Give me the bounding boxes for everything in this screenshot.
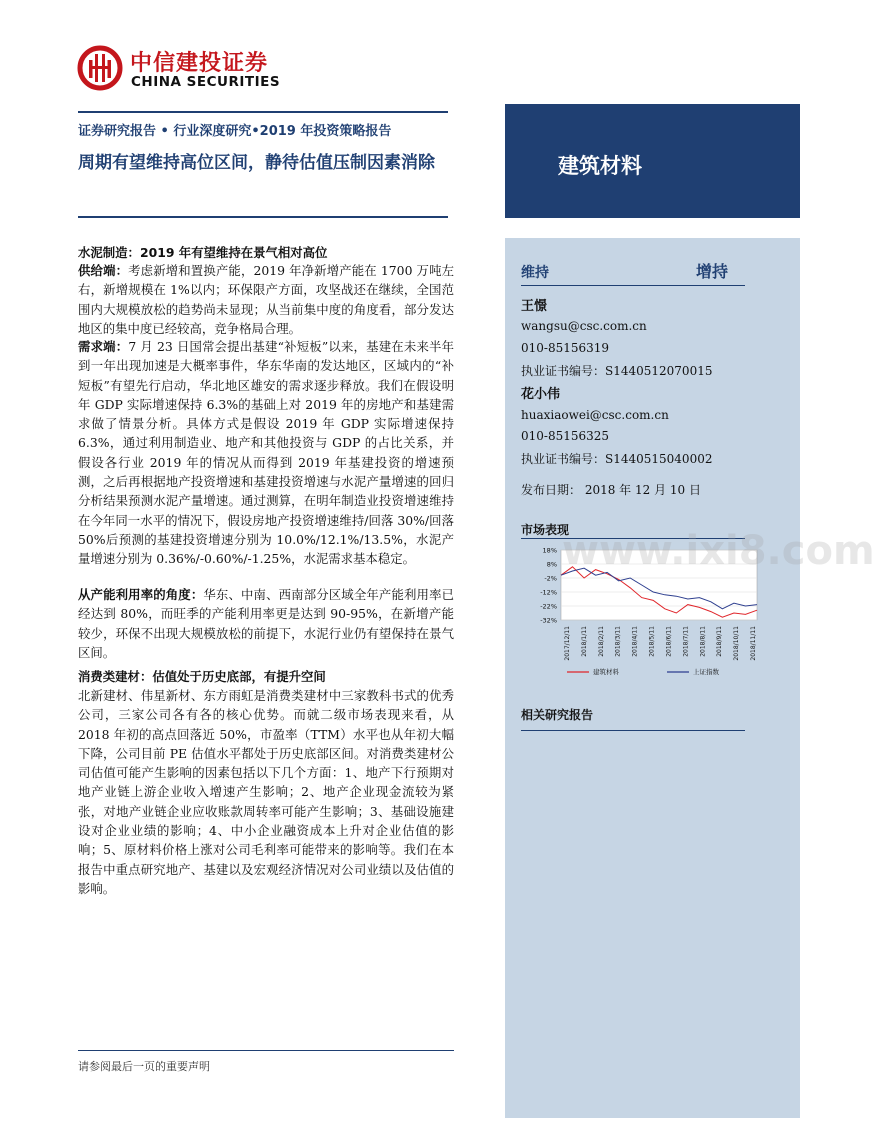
related-divider (521, 730, 745, 731)
publish-date: 发布日期： 2018 年 12 月 10 日 (521, 483, 701, 497)
chart-x-tick-label: 2018/3/11 (614, 626, 622, 657)
logo-text-en: CHINA SECURITIES (131, 74, 281, 90)
sector-name: 建筑材料 (558, 154, 642, 178)
report-title: 周期有望维持高位区间，静待估值压制因素消除 (78, 153, 435, 173)
company-logo (78, 44, 298, 94)
footer-disclaimer: 请参阅最后一页的重要声明 (78, 1060, 210, 1073)
chart-legend-label: 建筑材料 (593, 668, 619, 676)
demand-label: 需求端： (78, 339, 129, 354)
chart-y-ticks (540, 547, 557, 625)
supply-paragraph (78, 261, 454, 338)
title-divider (78, 216, 448, 218)
analyst-email[interactable]: huaxiaowei@csc.com.cn (521, 408, 669, 422)
sector-box (505, 104, 800, 218)
chart-x-tick-label: 2017/12/11 (564, 626, 571, 661)
cement-heading: 水泥制造：2019 年有望维持在景气相对高位 (78, 245, 328, 260)
demand-paragraph (78, 337, 454, 569)
chart-x-tick-label: 2018/2/11 (597, 626, 605, 657)
chart-y-tick-label: -32% (540, 616, 557, 625)
chart-legend (567, 667, 720, 676)
analyst-email[interactable]: wangsu@csc.com.cn (521, 319, 647, 333)
demand-text: 7 月 23 日国常会提出基建“补短板”以来，基建在未来半年到一年出现加速是大概率事件，华东华南的发达地区，区域内的“补短板”有望先行启动，华北地区雄安的需求逐步释放。我们在假设明年 GDP 实际增速保持 6.3%的基础上对 2019 年的房地产和基建需求做了情景分析。具体方式是假设 2019 年 GDP 实际增速保持 6.3%，通过利用制造业、地产和其他投资与 GDP 的占比关系，并假设各行业 2019 年的情况从而得到 2019 年基建投资的增速预测，之后再根据地产投资增速和基建投资增速与水泥产量增速的回归分析结果预测水泥产量增速。通过测算，在明年制造业投资增速维持在今年同一水平的情况下，假设房地产投资增速维持/回落 30%/回落 50%后预测的基建投资增速分别为 10.0%/12.1%/13.5%，水泥产量增速分别为 0.36%/-0.60%/-1.25%，水泥需求基本稳定。 (78, 339, 454, 567)
chart-x-ticks (564, 626, 757, 661)
analyst-name: 花小伟 (521, 387, 561, 402)
chart-y-tick-label: -22% (540, 602, 557, 611)
chart-y-tick-label: -2% (544, 574, 557, 583)
analyst-phone: 010-85156325 (521, 429, 610, 443)
chart-x-tick-label: 2018/6/11 (665, 626, 673, 657)
capacity-text: 华东、中南、西南部分区域全年产能利用率已经达到 80%，而旺季的产能利用率更是达到 90-95%，在新增产能较少，环保不出现大规模放松的前提下，水泥行业仍有望保持在景气区间。 (78, 587, 455, 660)
analyst-phone: 010-85156319 (521, 341, 610, 355)
related-reports-title: 相关研究报告 (521, 708, 594, 722)
chart-x-tick-label: 2018/7/11 (682, 626, 690, 657)
chart-x-tick-label: 2018/11/11 (750, 626, 757, 661)
rating-divider (521, 285, 745, 286)
chart-legend-label: 上证指数 (693, 668, 719, 676)
footer-divider (78, 1050, 454, 1051)
analyst-name: 王憬 (521, 299, 548, 314)
chart-y-tick-label: 8% (546, 560, 557, 569)
chart-y-tick-label: -12% (540, 588, 557, 597)
chart-x-tick-label: 2018/4/11 (631, 626, 639, 657)
capacity-label: 从产能利用率的角度： (78, 587, 204, 602)
chart-x-tick-label: 2018/10/11 (733, 626, 741, 661)
chart-x-tick-label: 2018/5/11 (648, 626, 656, 657)
market-performance-title: 市场表现 (521, 523, 570, 537)
logo-text-cn: 中信建投证券 (130, 51, 269, 76)
chart-x-tick-label: 2018/9/11 (716, 626, 724, 657)
chart-x-tick-label: 2018/8/11 (699, 626, 707, 657)
consumer-heading: 消费类建材：估值处于历史底部，有提升空间 (78, 669, 326, 684)
rating-value: 增持 (696, 262, 729, 281)
header-divider (78, 111, 448, 113)
consumer-paragraph: 北新建材、伟星新材、东方雨虹是消费类建材中三家教科书式的优秀公司，三家公司各有各的核心优势。而就二级市场表现来看，从 2018 年初的高点回落近 50%，市盈率（TTM）水平也从年初大幅下降，公司目前 PE 估值水平都处于历史底部区间。对消费类建材公司估值可能产生影响的因素包括以下几个方面：1、地产下行预期对地产业链上游企业收入增速产生影响；2、地产企业现金流较为紧张，对地产业链企业应收账款周转率可能产生影响；3、基础设施建设对企业业绩的影响；4、中小企业融资成本上升对企业估值的影响；5、原材料价格上涨对公司毛利率可能带来的影响等。我们在本报告中重点研究地产、基建以及宏观经济情况对公司业绩以及估值的影响。 (78, 688, 454, 896)
capacity-paragraph (78, 585, 454, 662)
chart-y-tick-label: 18% (542, 546, 557, 555)
supply-label: 供给端： (78, 263, 129, 278)
watermark: www.ixi8.com (562, 528, 875, 574)
report-type: 证券研究报告 • 行业深度研究•2019 年投资策略报告 (78, 124, 392, 139)
analyst-cert: 执业证书编号：S1440512070015 (521, 364, 713, 378)
chart-x-tick-label: 2018/1/11 (580, 626, 588, 657)
supply-text: 考虑新增和置换产能，2019 年净新增产能在 1700 万吨左右，新增规模在 1%以内；环保限产方面，攻坚战还在继续，全国范围内大规模放松的趋势尚未显现；从当前集中度的角度看，部分发达地区的集中度已经较高，竞争格局合理。 (78, 263, 454, 336)
analyst-cert: 执业证书编号：S1440515040002 (521, 452, 713, 466)
rating-label: 维持 (521, 265, 549, 281)
citic-logo-icon (78, 46, 122, 90)
